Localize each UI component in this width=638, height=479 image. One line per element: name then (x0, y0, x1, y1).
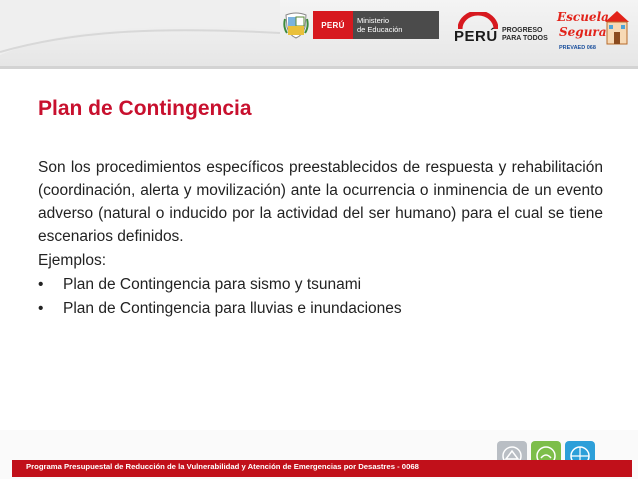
progreso-line2: PARA TODOS (502, 35, 548, 42)
escuela-segura-logo (555, 4, 635, 60)
header-swoosh (0, 0, 280, 66)
header-separator (0, 66, 638, 69)
list-item (38, 273, 603, 296)
minedu-line2: de Educación (357, 25, 403, 34)
examples-label: Ejemplos: (38, 252, 107, 269)
slide-title: Plan de Contingencia (38, 97, 252, 120)
minedu-line1: Ministerio (357, 16, 390, 25)
minedu-logo (283, 10, 439, 40)
progreso-line1: PROGRESO (502, 27, 543, 34)
coat-of-arms-icon (283, 11, 309, 39)
escuela-line3: PREVAED 068 (559, 45, 596, 51)
bullet-icon: • (38, 300, 44, 317)
definition-paragraph: Son los procedimientos específicos preestablecidos de respuesta y rehabilitación (coordinación, alerta y movilización) ante la ocurrencia o inminencia de un evento adverso (natural o inducido por la actividad del ser humano) para el cual se tiene escenarios definidos. (38, 159, 603, 245)
list-item (38, 297, 603, 320)
progreso-peru-word: PERÚ (454, 28, 498, 45)
slide-body (38, 156, 603, 320)
escuela-line1: Escuela (557, 10, 609, 24)
list-item-text: Plan de Contingencia para lluvias e inundaciones (63, 300, 402, 317)
peru-progreso-logo (452, 12, 550, 44)
minedu-peru-flag: PERÚ (313, 11, 353, 39)
progreso-text (502, 27, 548, 43)
bullet-icon: • (38, 276, 44, 293)
examples-list (38, 273, 603, 320)
list-item-text: Plan de Contingencia para sismo y tsunami (63, 276, 362, 293)
footer-program-text: Programa Presupuestal de Reducción de la Vulnerabilidad y Atención de Emergencias por Desastres - 0068 (26, 462, 419, 471)
escuela-line2: Segura (559, 25, 607, 39)
minedu-name (353, 11, 439, 39)
